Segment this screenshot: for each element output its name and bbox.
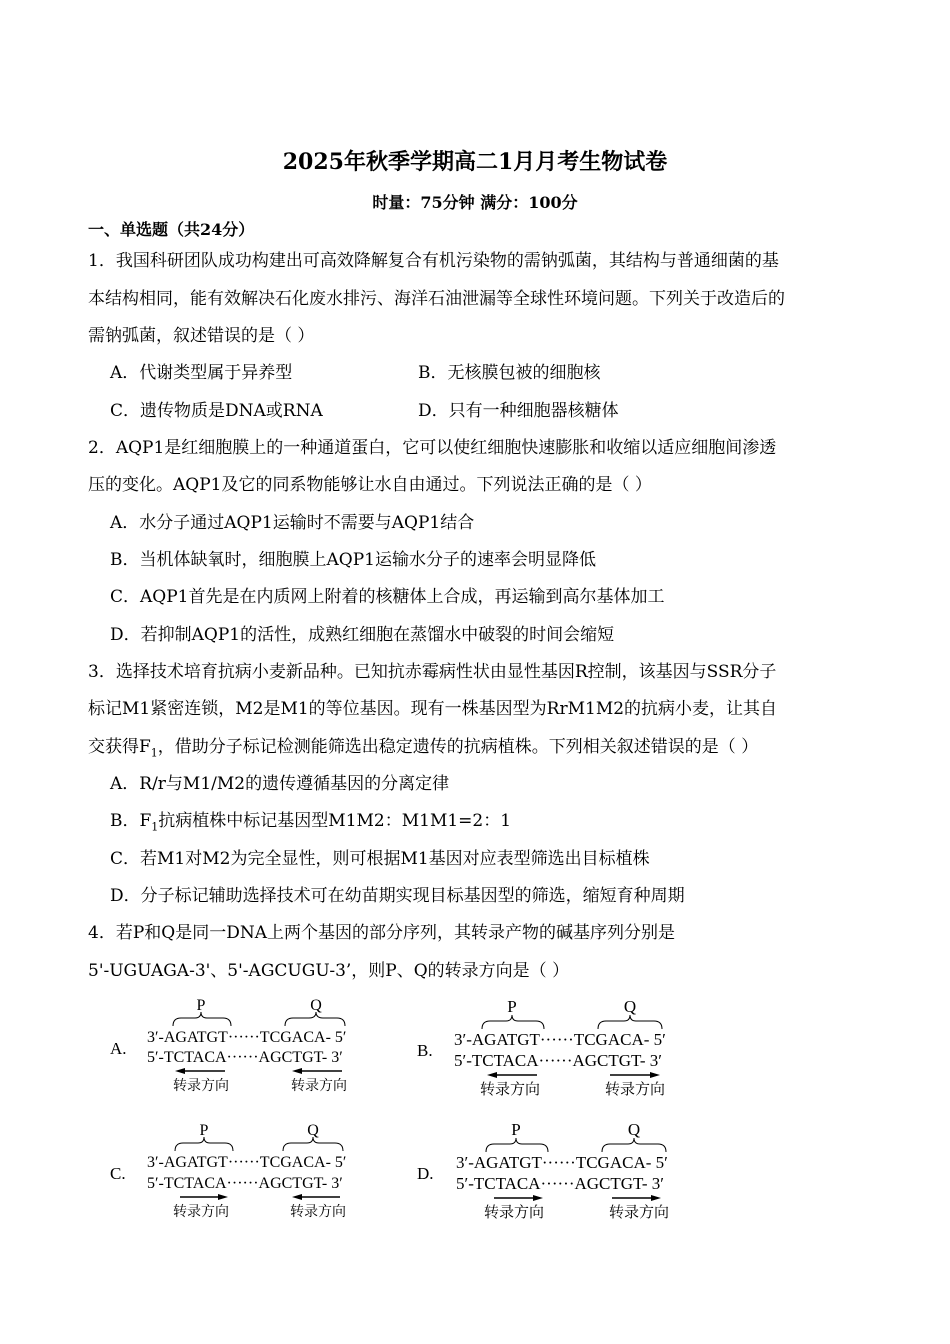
- q3-option-b: B．$F_1$抗病植株中标记基因型M1M2：M1M1=2：1: [110, 811, 512, 834]
- q1-option-a: A．代谢类型属于异养型: [110, 363, 293, 383]
- q1-option-b: B．无核膜包被的细胞核: [418, 363, 601, 383]
- gene-q-label: Q: [307, 1122, 319, 1139]
- q2-line-2: 压的变化。AQP1及它的同系物能够让水自由通过。下列说法正确的是（ ）: [88, 475, 652, 495]
- q1-line-2: 本结构相同，能有效解决石化废水排污、海洋石油泄漏等全球性环境问题。下列关于改造后的: [88, 289, 785, 309]
- q4-line-1: 4．若P和Q是同一DNA上两个基因的部分序列，其转录产物的碱基序列分别是: [88, 923, 675, 943]
- gene-p-label: P: [511, 1120, 521, 1139]
- strand-bottom: 5′-TCTACA······AGCTGT- 3′: [456, 1174, 664, 1193]
- q3-line-1: 3．选择技术培育抗病小麦新品种。已知抗赤霉病性状由显性基因R控制，该基因与SSR分子: [88, 662, 777, 682]
- direction-label: 转录方向: [290, 1205, 346, 1220]
- arrow-right-icon: [533, 1195, 543, 1201]
- diagram-letter-c: C.: [110, 1164, 126, 1183]
- q1-line-3: 需钠弧菌，叙述错误的是（ ）: [88, 326, 315, 346]
- q2-option-b: B．当机体缺氧时，细胞膜上AQP1运输水分子的速率会明显降低: [110, 550, 596, 570]
- arrow-right-icon: [650, 1072, 660, 1078]
- gene-p-label: P: [199, 1122, 209, 1139]
- brace-q: [598, 1015, 662, 1029]
- gene-p-label: P: [507, 997, 517, 1016]
- dna-diagram-d: [412, 1115, 712, 1227]
- strand-top: 3′-AGATGT······TCGACA- 5′: [454, 1030, 666, 1049]
- q1-option-d: D．只有一种细胞器核糖体: [418, 401, 619, 421]
- section-heading: 一、单选题（共24分）: [88, 220, 255, 239]
- brace-p: [175, 1137, 233, 1151]
- arrow-left-icon: [487, 1072, 497, 1078]
- arrow-left-icon: [292, 1068, 302, 1074]
- exam-title: 2025年秋季学期高二1月月考生物试卷: [282, 149, 668, 175]
- q1-option-c: C．遗传物质是DNA或RNA: [110, 401, 323, 421]
- direction-label: 转录方向: [291, 1079, 347, 1094]
- direction-label: 转录方向: [173, 1079, 229, 1094]
- strand-top: 3′-AGATGT······TCGACA- 5′: [147, 1029, 347, 1046]
- brace-q: [285, 1012, 345, 1026]
- gene-p-label: P: [196, 997, 206, 1014]
- brace-p: [173, 1012, 231, 1026]
- gene-q-label: Q: [310, 997, 322, 1014]
- arrow-left-icon: [175, 1068, 185, 1074]
- direction-label: 转录方向: [605, 1082, 666, 1098]
- dna-diagram-a: [105, 992, 395, 1097]
- strand-bottom: 5′-TCTACA······AGCTGT- 3′: [454, 1051, 662, 1070]
- exam-meta: 时量：75分钟 满分：100分: [372, 193, 578, 212]
- dna-diagram-b: [412, 992, 712, 1102]
- strand-top: 3′-AGATGT······TCGACA- 5′: [147, 1154, 347, 1171]
- dna-diagram-c: [105, 1115, 395, 1225]
- direction-label: 转录方向: [609, 1205, 670, 1221]
- q3-option-c: C．若M1对M2为完全显性，则可根据M1基因对应表型筛选出目标植株: [110, 849, 650, 869]
- strand-bottom: 5′-TCTACA······AGCTGT- 3′: [147, 1175, 343, 1192]
- arrow-right-icon: [218, 1194, 228, 1200]
- q2-option-c: C．AQP1首先是在内质网上附着的核糖体上合成，再运输到高尔基体加工: [110, 587, 665, 607]
- direction-label: 转录方向: [484, 1205, 545, 1221]
- diagram-letter-d: D.: [417, 1164, 434, 1183]
- arrow-left-icon: [292, 1194, 302, 1200]
- q3-option-a: A．R/r与M1/M2的遗传遵循基因的分离定律: [110, 774, 450, 794]
- strand-bottom: 5′-TCTACA······AGCTGT- 3′: [147, 1049, 343, 1066]
- direction-label: 转录方向: [480, 1082, 541, 1098]
- brace-q: [283, 1137, 343, 1151]
- diagram-letter-b: B.: [417, 1041, 433, 1060]
- q3-line-2: 标记M1紧密连锁，M2是M1的等位基因。现有一株基因型为RrM1M2的抗病小麦，让其自: [88, 699, 778, 719]
- strand-top: 3′-AGATGT······TCGACA- 5′: [456, 1153, 668, 1172]
- q2-option-d: D．若抑制AQP1的活性，成熟红细胞在蒸馏水中破裂的时间会缩短: [110, 625, 615, 645]
- brace-q: [602, 1138, 666, 1152]
- q4-line-2: 5'-UGUAGA-3'、5'-AGCUGU-3’，则P、Q的转录方向是（ ）: [88, 961, 570, 981]
- gene-q-label: Q: [623, 997, 637, 1016]
- brace-p: [482, 1015, 544, 1029]
- arrow-right-icon: [651, 1195, 661, 1201]
- q3-option-d: D．分子标记辅助选择技术可在幼苗期实现目标基因型的筛选，缩短育种周期: [110, 886, 685, 906]
- gene-q-label: Q: [627, 1120, 641, 1139]
- direction-label: 转录方向: [173, 1205, 229, 1220]
- diagram-letter-a: A.: [110, 1039, 127, 1058]
- brace-p: [486, 1138, 548, 1152]
- q2-option-a: A．水分子通过AQP1运输时不需要与AQP1结合: [110, 513, 475, 533]
- q1-line-1: 1．我国科研团队成功构建出可高效降解复合有机污染物的需钠弧菌，其结构与普通细菌的基: [88, 251, 779, 271]
- q3-line-3: 交获得$F_1$，借助分子标记检测能筛选出稳定遗传的抗病植株。下列相关叙述错误的是（ ）: [88, 737, 759, 760]
- q2-line-1: 2．AQP1是红细胞膜上的一种通道蛋白，它可以使红细胞快速膨胀和收缩以适应细胞间渗透: [88, 438, 777, 458]
